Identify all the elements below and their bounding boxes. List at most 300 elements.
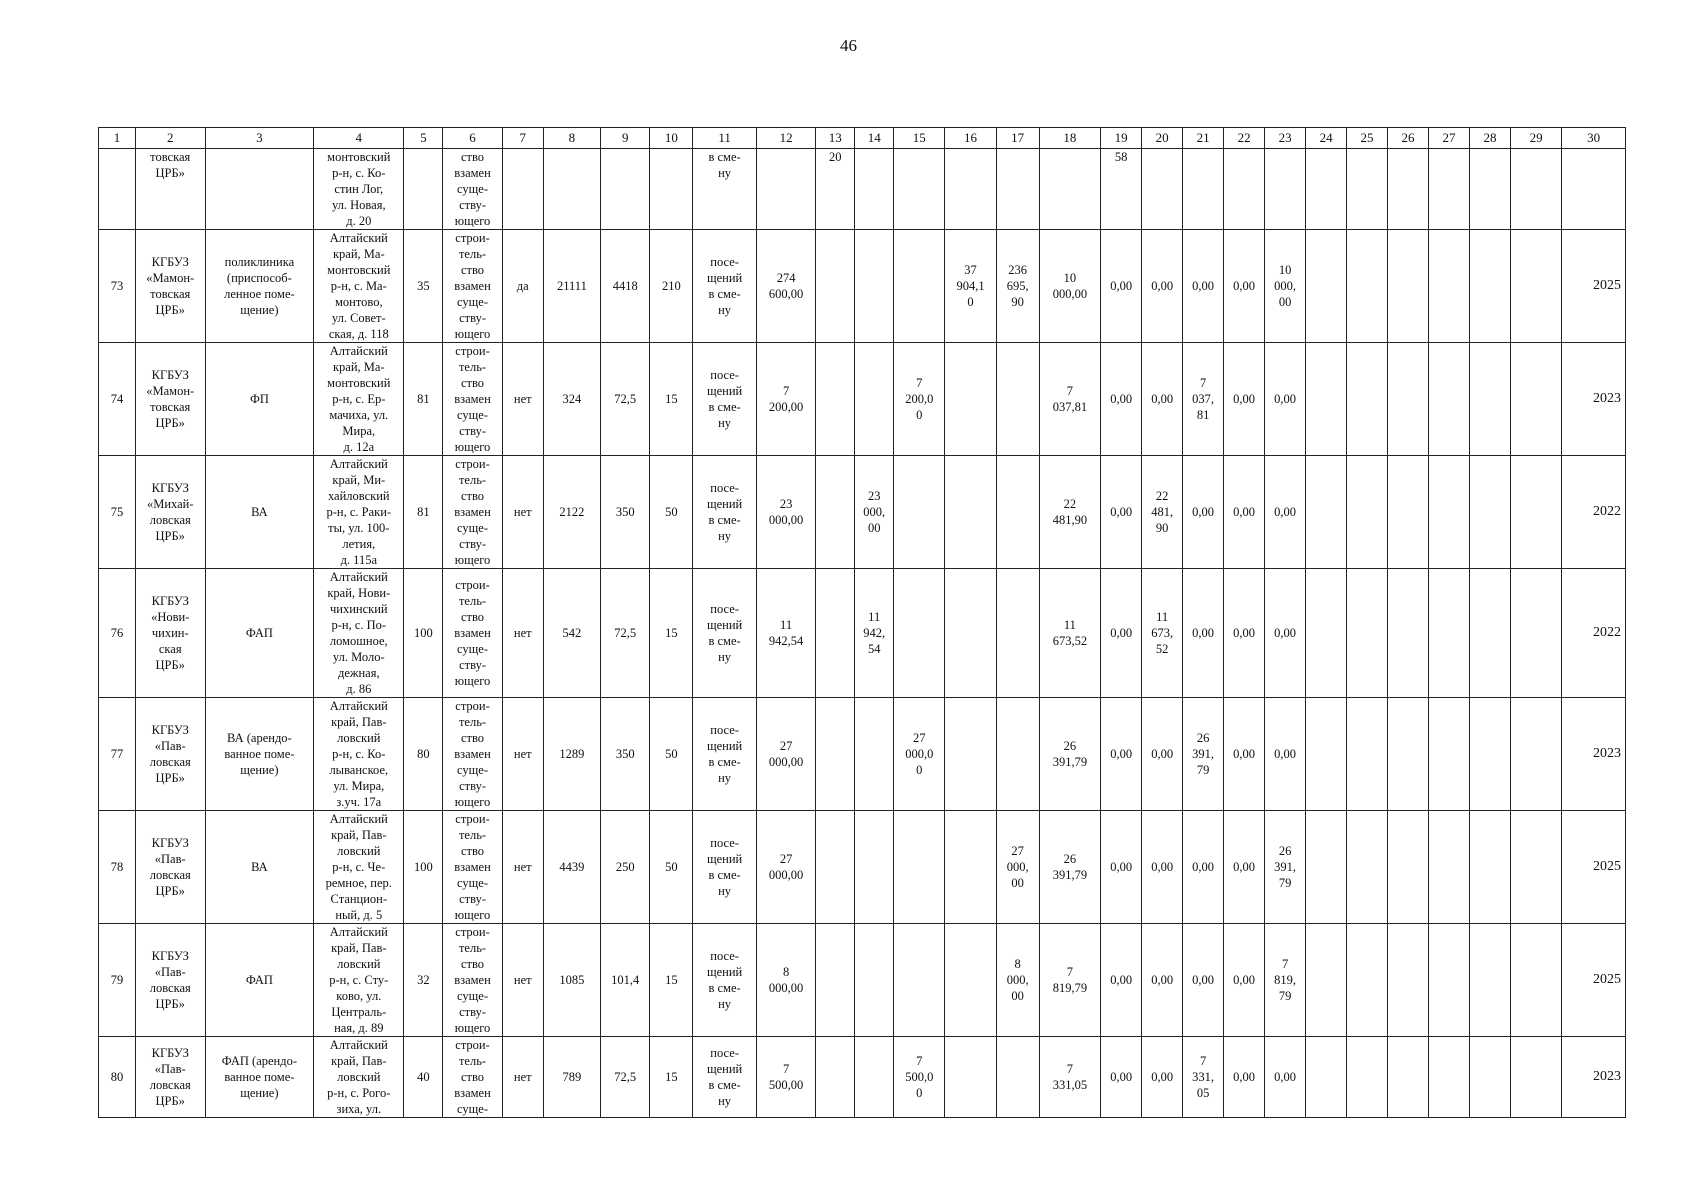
- table-cell: [816, 698, 855, 811]
- table-cell: [1347, 456, 1388, 569]
- column-header: 24: [1306, 128, 1347, 149]
- table-cell: [855, 343, 894, 456]
- table-cell: 72,5: [601, 1037, 650, 1118]
- table-cell: [1306, 456, 1347, 569]
- table-cell: 250: [601, 811, 650, 924]
- table-cell: 74: [99, 343, 136, 456]
- table-cell: [1470, 149, 1511, 230]
- table-cell: 7 500,0 0: [894, 1037, 945, 1118]
- table-row: [99, 343, 1626, 456]
- table-cell: [1388, 149, 1429, 230]
- table-cell: 2023: [1562, 343, 1626, 456]
- table-cell: [1183, 149, 1224, 230]
- table-cell: [945, 924, 996, 1037]
- table-cell: поликлиника (приспособ- ленное поме- щение): [205, 230, 314, 343]
- table-cell: [1511, 149, 1562, 230]
- table-cell: [894, 149, 945, 230]
- table-cell: [1511, 456, 1562, 569]
- table-cell: Алтайский край, Ми- хайловский р-н, с. Раки- ты, ул. 100- летия, д. 115а: [314, 456, 404, 569]
- table-cell: [1511, 1037, 1562, 1118]
- table-cell: 0,00: [1224, 230, 1265, 343]
- table-cell: 32: [404, 924, 443, 1037]
- table-cell: [894, 811, 945, 924]
- table-cell: нет: [502, 811, 543, 924]
- table-cell: 0,00: [1265, 698, 1306, 811]
- table-cell: строи- тель- ство взамен суще- ству- ющего: [443, 569, 502, 698]
- table-cell: [1470, 1037, 1511, 1118]
- column-header: 13: [816, 128, 855, 149]
- table-cell: [543, 149, 600, 230]
- table-cell: 0,00: [1224, 343, 1265, 456]
- table-cell: КГБУЗ «Пав- ловская ЦРБ»: [135, 1037, 205, 1118]
- table-cell: КГБУЗ «Пав- ловская ЦРБ»: [135, 924, 205, 1037]
- column-header: 23: [1265, 128, 1306, 149]
- table-cell: 72,5: [601, 569, 650, 698]
- column-header: 1: [99, 128, 136, 149]
- table-cell: 15: [650, 569, 693, 698]
- table-cell: 0,00: [1224, 456, 1265, 569]
- table-cell: 77: [99, 698, 136, 811]
- table-cell: монтовский р-н, с. Ко- стин Лог, ул. Новая, д. 20: [314, 149, 404, 230]
- table-cell: 15: [650, 343, 693, 456]
- table-cell: [99, 149, 136, 230]
- table-cell: [945, 698, 996, 811]
- table-cell: 2023: [1562, 1037, 1626, 1118]
- table-cell: [945, 569, 996, 698]
- table-cell: [996, 149, 1039, 230]
- column-header: 19: [1101, 128, 1142, 149]
- table-cell: Алтайский край, Пав- ловский р-н, с. Че- ремное, пер. Станцион- ный, д. 5: [314, 811, 404, 924]
- table-cell: 81: [404, 343, 443, 456]
- column-header: 11: [693, 128, 757, 149]
- table-cell: [1388, 569, 1429, 698]
- table-cell: [855, 230, 894, 343]
- table-cell: [601, 149, 650, 230]
- table-cell: Алтайский край, Ма- монтовский р-н, с. Ер- мачиха, ул. Мира, д. 12а: [314, 343, 404, 456]
- table-cell: 4439: [543, 811, 600, 924]
- table-cell: 2122: [543, 456, 600, 569]
- table-cell: [1347, 924, 1388, 1037]
- table-cell: [1388, 456, 1429, 569]
- table-cell: 2022: [1562, 456, 1626, 569]
- table-cell: [894, 569, 945, 698]
- table-cell: [1265, 149, 1306, 230]
- column-header: 25: [1347, 128, 1388, 149]
- table-cell: 0,00: [1101, 811, 1142, 924]
- table-cell: [650, 149, 693, 230]
- table-cell: КГБУЗ «Михай- ловская ЦРБ»: [135, 456, 205, 569]
- table-cell: 26 391,79: [1039, 811, 1100, 924]
- table-cell: 1085: [543, 924, 600, 1037]
- table-cell: 0,00: [1224, 569, 1265, 698]
- table-cell: [1388, 924, 1429, 1037]
- table-cell: [1306, 230, 1347, 343]
- table-cell: нет: [502, 698, 543, 811]
- column-header: 28: [1470, 128, 1511, 149]
- table-cell: 0,00: [1101, 698, 1142, 811]
- column-header: 9: [601, 128, 650, 149]
- table-cell: КГБУЗ «Мамон- товская ЦРБ»: [135, 230, 205, 343]
- table-cell: Алтайский край, Пав- ловский р-н, с. Ко- лыванское, ул. Мира, з.уч. 17а: [314, 698, 404, 811]
- column-header: 20: [1142, 128, 1183, 149]
- table-cell: 4418: [601, 230, 650, 343]
- column-header: 27: [1429, 128, 1470, 149]
- table-cell: 0,00: [1183, 569, 1224, 698]
- table-cell: [1306, 569, 1347, 698]
- table-cell: 21111: [543, 230, 600, 343]
- table-cell: 26 391, 79: [1265, 811, 1306, 924]
- table-row: [99, 456, 1626, 569]
- table-cell: [1347, 149, 1388, 230]
- table-cell: 75: [99, 456, 136, 569]
- table-cell: [996, 343, 1039, 456]
- table-cell: ВА: [205, 456, 314, 569]
- table-cell: 8 000, 00: [996, 924, 1039, 1037]
- table-cell: [1429, 1037, 1470, 1118]
- table-cell: [404, 149, 443, 230]
- table-cell: 80: [99, 1037, 136, 1118]
- table-row: [99, 149, 1626, 230]
- table-cell: КГБУЗ «Пав- ловская ЦРБ»: [135, 698, 205, 811]
- table-cell: 0,00: [1142, 924, 1183, 1037]
- table-cell: [1306, 924, 1347, 1037]
- table-cell: 542: [543, 569, 600, 698]
- table-cell: КГБУЗ «Пав- ловская ЦРБ»: [135, 811, 205, 924]
- table-cell: [1039, 149, 1100, 230]
- table-cell: нет: [502, 569, 543, 698]
- table-cell: 0,00: [1142, 698, 1183, 811]
- table-cell: КГБУЗ «Мамон- товская ЦРБ»: [135, 343, 205, 456]
- table-cell: строи- тель- ство взамен суще- ству- ющего: [443, 456, 502, 569]
- column-header: 12: [756, 128, 815, 149]
- table-cell: [1388, 230, 1429, 343]
- column-header: 30: [1562, 128, 1626, 149]
- table-cell: [855, 924, 894, 1037]
- table-cell: строи- тель- ство взамен суще- ству- ющего: [443, 343, 502, 456]
- table-cell: 50: [650, 811, 693, 924]
- table-cell: 789: [543, 1037, 600, 1118]
- table-cell: 79: [99, 924, 136, 1037]
- table-cell: 2022: [1562, 569, 1626, 698]
- table-cell: [1429, 149, 1470, 230]
- table-cell: ФАП: [205, 924, 314, 1037]
- table-cell: 23 000,00: [756, 456, 815, 569]
- table-cell: 324: [543, 343, 600, 456]
- table-cell: ВА: [205, 811, 314, 924]
- table-cell: посе- щений в сме- ну: [693, 1037, 757, 1118]
- table-cell: нет: [502, 1037, 543, 1118]
- table-cell: 7 037, 81: [1183, 343, 1224, 456]
- table-cell: [1306, 811, 1347, 924]
- column-header: 6: [443, 128, 502, 149]
- table-cell: 350: [601, 698, 650, 811]
- table-cell: [945, 343, 996, 456]
- table-cell: ВА (арендо- ванное поме- щение): [205, 698, 314, 811]
- table-cell: [855, 698, 894, 811]
- page-number: 46: [840, 36, 857, 55]
- table-cell: посе- щений в сме- ну: [693, 698, 757, 811]
- table-cell: товская ЦРБ»: [135, 149, 205, 230]
- table-cell: строи- тель- ство взамен суще- ству- ющего: [443, 698, 502, 811]
- table-cell: да: [502, 230, 543, 343]
- column-header: 5: [404, 128, 443, 149]
- table-cell: ФАП (арендо- ванное поме- щение): [205, 1037, 314, 1118]
- table-cell: 274 600,00: [756, 230, 815, 343]
- table-cell: посе- щений в сме- ну: [693, 811, 757, 924]
- table-cell: посе- щений в сме- ну: [693, 569, 757, 698]
- table-cell: 23 000, 00: [855, 456, 894, 569]
- table-cell: [1306, 1037, 1347, 1118]
- table-cell: 0,00: [1142, 811, 1183, 924]
- column-header: 15: [894, 128, 945, 149]
- table-cell: строи- тель- ство взамен суще- ству- ющего: [443, 230, 502, 343]
- table-cell: [1470, 569, 1511, 698]
- table-cell: 15: [650, 924, 693, 1037]
- table-cell: [1429, 230, 1470, 343]
- table-cell: [1347, 569, 1388, 698]
- column-header: 17: [996, 128, 1039, 149]
- table-cell: 81: [404, 456, 443, 569]
- table-cell: КГБУЗ «Нови- чихин- ская ЦРБ»: [135, 569, 205, 698]
- table-cell: 236 695, 90: [996, 230, 1039, 343]
- table-cell: [945, 1037, 996, 1118]
- table-cell: 73: [99, 230, 136, 343]
- table-cell: [816, 1037, 855, 1118]
- table-cell: 72,5: [601, 343, 650, 456]
- column-header: 26: [1388, 128, 1429, 149]
- table-row: [99, 1037, 1626, 1118]
- table-cell: [816, 569, 855, 698]
- table-cell: 210: [650, 230, 693, 343]
- table-cell: 20: [816, 149, 855, 230]
- column-header: 18: [1039, 128, 1100, 149]
- table-cell: 0,00: [1183, 456, 1224, 569]
- table-cell: [1347, 811, 1388, 924]
- table-cell: ФАП: [205, 569, 314, 698]
- table-cell: [1388, 343, 1429, 456]
- table-cell: [816, 230, 855, 343]
- table-cell: 0,00: [1101, 924, 1142, 1037]
- table-cell: [1429, 343, 1470, 456]
- table-cell: посе- щений в сме- ну: [693, 456, 757, 569]
- table-cell: [1142, 149, 1183, 230]
- table-cell: 7 819, 79: [1265, 924, 1306, 1037]
- table-cell: 26 391, 79: [1183, 698, 1224, 811]
- column-header: 21: [1183, 128, 1224, 149]
- table-cell: [1306, 698, 1347, 811]
- table-cell: 27 000,00: [756, 811, 815, 924]
- table-cell: [1388, 698, 1429, 811]
- table-cell: 101,4: [601, 924, 650, 1037]
- column-header: 29: [1511, 128, 1562, 149]
- table-cell: [1306, 343, 1347, 456]
- table-cell: 0,00: [1183, 924, 1224, 1037]
- table-cell: 58: [1101, 149, 1142, 230]
- table-cell: 0,00: [1101, 1037, 1142, 1118]
- table-cell: 0,00: [1101, 343, 1142, 456]
- table-cell: [996, 456, 1039, 569]
- table-cell: нет: [502, 924, 543, 1037]
- table-cell: [1470, 456, 1511, 569]
- table-cell: Алтайский край, Ма- монтовский р-н, с. Ма- монтово, ул. Совет- ская, д. 118: [314, 230, 404, 343]
- table-row: [99, 698, 1626, 811]
- table-cell: 350: [601, 456, 650, 569]
- table-row: [99, 230, 1626, 343]
- table-cell: 0,00: [1142, 343, 1183, 456]
- table-cell: [1562, 149, 1626, 230]
- table-cell: строи- тель- ство взамен суще- ству- ющего: [443, 811, 502, 924]
- table-cell: Алтайский край, Пав- ловский р-н, с. Сту- ково, ул. Централь- ная, д. 89: [314, 924, 404, 1037]
- table-cell: [1429, 924, 1470, 1037]
- table-cell: [1429, 811, 1470, 924]
- table-cell: [855, 1037, 894, 1118]
- column-header: 8: [543, 128, 600, 149]
- table-cell: Алтайский край, Пав- ловский р-н, с. Рого- зиха, ул.: [314, 1037, 404, 1118]
- table-cell: 1289: [543, 698, 600, 811]
- table-cell: [1511, 811, 1562, 924]
- table-cell: [1347, 698, 1388, 811]
- table-cell: [894, 924, 945, 1037]
- table-cell: 0,00: [1265, 569, 1306, 698]
- table-cell: [945, 456, 996, 569]
- table-cell: 10 000, 00: [1265, 230, 1306, 343]
- table-cell: строи- тель- ство взамен суще-: [443, 1037, 502, 1118]
- table-cell: 0,00: [1183, 230, 1224, 343]
- table-cell: [816, 456, 855, 569]
- table-cell: 8 000,00: [756, 924, 815, 1037]
- column-header: 2: [135, 128, 205, 149]
- table-cell: [1470, 230, 1511, 343]
- table-cell: посе- щений в сме- ну: [693, 924, 757, 1037]
- table-cell: [1224, 149, 1265, 230]
- table-row: [99, 811, 1626, 924]
- table-cell: 2023: [1562, 698, 1626, 811]
- table-cell: 2025: [1562, 924, 1626, 1037]
- table-cell: 0,00: [1265, 456, 1306, 569]
- table-cell: [894, 230, 945, 343]
- table-cell: [1388, 811, 1429, 924]
- table-cell: [756, 149, 815, 230]
- table-cell: 0,00: [1224, 1037, 1265, 1118]
- table-cell: 35: [404, 230, 443, 343]
- table-cell: 0,00: [1224, 811, 1265, 924]
- table-cell: [894, 456, 945, 569]
- table-cell: 0,00: [1101, 456, 1142, 569]
- table-cell: 7 819,79: [1039, 924, 1100, 1037]
- table-cell: ФП: [205, 343, 314, 456]
- column-header: 14: [855, 128, 894, 149]
- table-cell: 11 673,52: [1039, 569, 1100, 698]
- table-cell: 2025: [1562, 230, 1626, 343]
- column-header: 4: [314, 128, 404, 149]
- table-cell: 76: [99, 569, 136, 698]
- table-cell: [1470, 924, 1511, 1037]
- table-cell: 11 673, 52: [1142, 569, 1183, 698]
- table-cell: 0,00: [1142, 230, 1183, 343]
- table-cell: [1511, 924, 1562, 1037]
- table-cell: [1511, 698, 1562, 811]
- table-cell: 50: [650, 698, 693, 811]
- table-cell: 10 000,00: [1039, 230, 1100, 343]
- column-header: 7: [502, 128, 543, 149]
- table-cell: 0,00: [1224, 924, 1265, 1037]
- table-cell: [1347, 1037, 1388, 1118]
- table-cell: 27 000,0 0: [894, 698, 945, 811]
- table-cell: посе- щений в сме- ну: [693, 230, 757, 343]
- table-cell: [816, 924, 855, 1037]
- table-cell: 11 942,54: [756, 569, 815, 698]
- table-cell: [1429, 456, 1470, 569]
- table-cell: 2025: [1562, 811, 1626, 924]
- table-cell: нет: [502, 456, 543, 569]
- table-cell: 26 391,79: [1039, 698, 1100, 811]
- table-cell: 0,00: [1224, 698, 1265, 811]
- table-cell: 100: [404, 569, 443, 698]
- table-cell: [945, 149, 996, 230]
- table-cell: 7 037,81: [1039, 343, 1100, 456]
- table-row: [99, 924, 1626, 1037]
- table-cell: [996, 698, 1039, 811]
- table-cell: 7 500,00: [756, 1037, 815, 1118]
- column-number-header: [99, 128, 1626, 149]
- table-cell: в сме- ну: [693, 149, 757, 230]
- table-cell: [1429, 698, 1470, 811]
- table-cell: [945, 811, 996, 924]
- table-cell: 15: [650, 1037, 693, 1118]
- table-cell: 40: [404, 1037, 443, 1118]
- table-cell: [1388, 1037, 1429, 1118]
- table-cell: 27 000, 00: [996, 811, 1039, 924]
- table-cell: [996, 1037, 1039, 1118]
- column-header: 10: [650, 128, 693, 149]
- table-cell: 7 331,05: [1039, 1037, 1100, 1118]
- table-cell: [1347, 230, 1388, 343]
- table-cell: 7 200,00: [756, 343, 815, 456]
- table-cell: строи- тель- ство взамен суще- ству- ющего: [443, 924, 502, 1037]
- table-cell: 0,00: [1101, 230, 1142, 343]
- table-cell: 80: [404, 698, 443, 811]
- table-cell: ство взамен суще- ству- ющего: [443, 149, 502, 230]
- table-cell: 78: [99, 811, 136, 924]
- table-cell: 22 481,90: [1039, 456, 1100, 569]
- table-cell: [996, 569, 1039, 698]
- table-cell: [1306, 149, 1347, 230]
- table-cell: [502, 149, 543, 230]
- table-row: [99, 569, 1626, 698]
- table-cell: нет: [502, 343, 543, 456]
- column-header: 16: [945, 128, 996, 149]
- table-cell: [205, 149, 314, 230]
- table-cell: 7 200,0 0: [894, 343, 945, 456]
- table-cell: 0,00: [1101, 569, 1142, 698]
- table-cell: [1470, 698, 1511, 811]
- table-cell: [816, 343, 855, 456]
- column-header: 22: [1224, 128, 1265, 149]
- table-cell: 0,00: [1265, 1037, 1306, 1118]
- table-cell: 50: [650, 456, 693, 569]
- table-cell: [1470, 343, 1511, 456]
- table-cell: [855, 149, 894, 230]
- table-cell: [1511, 343, 1562, 456]
- table-cell: 11 942, 54: [855, 569, 894, 698]
- table-cell: [1347, 343, 1388, 456]
- table-cell: 27 000,00: [756, 698, 815, 811]
- table-cell: Алтайский край, Нови- чихинский р-н, с. По- ломошное, ул. Моло- дежная, д. 86: [314, 569, 404, 698]
- table-cell: 22 481, 90: [1142, 456, 1183, 569]
- table-cell: посе- щений в сме- ну: [693, 343, 757, 456]
- column-header: 3: [205, 128, 314, 149]
- table-cell: [1511, 569, 1562, 698]
